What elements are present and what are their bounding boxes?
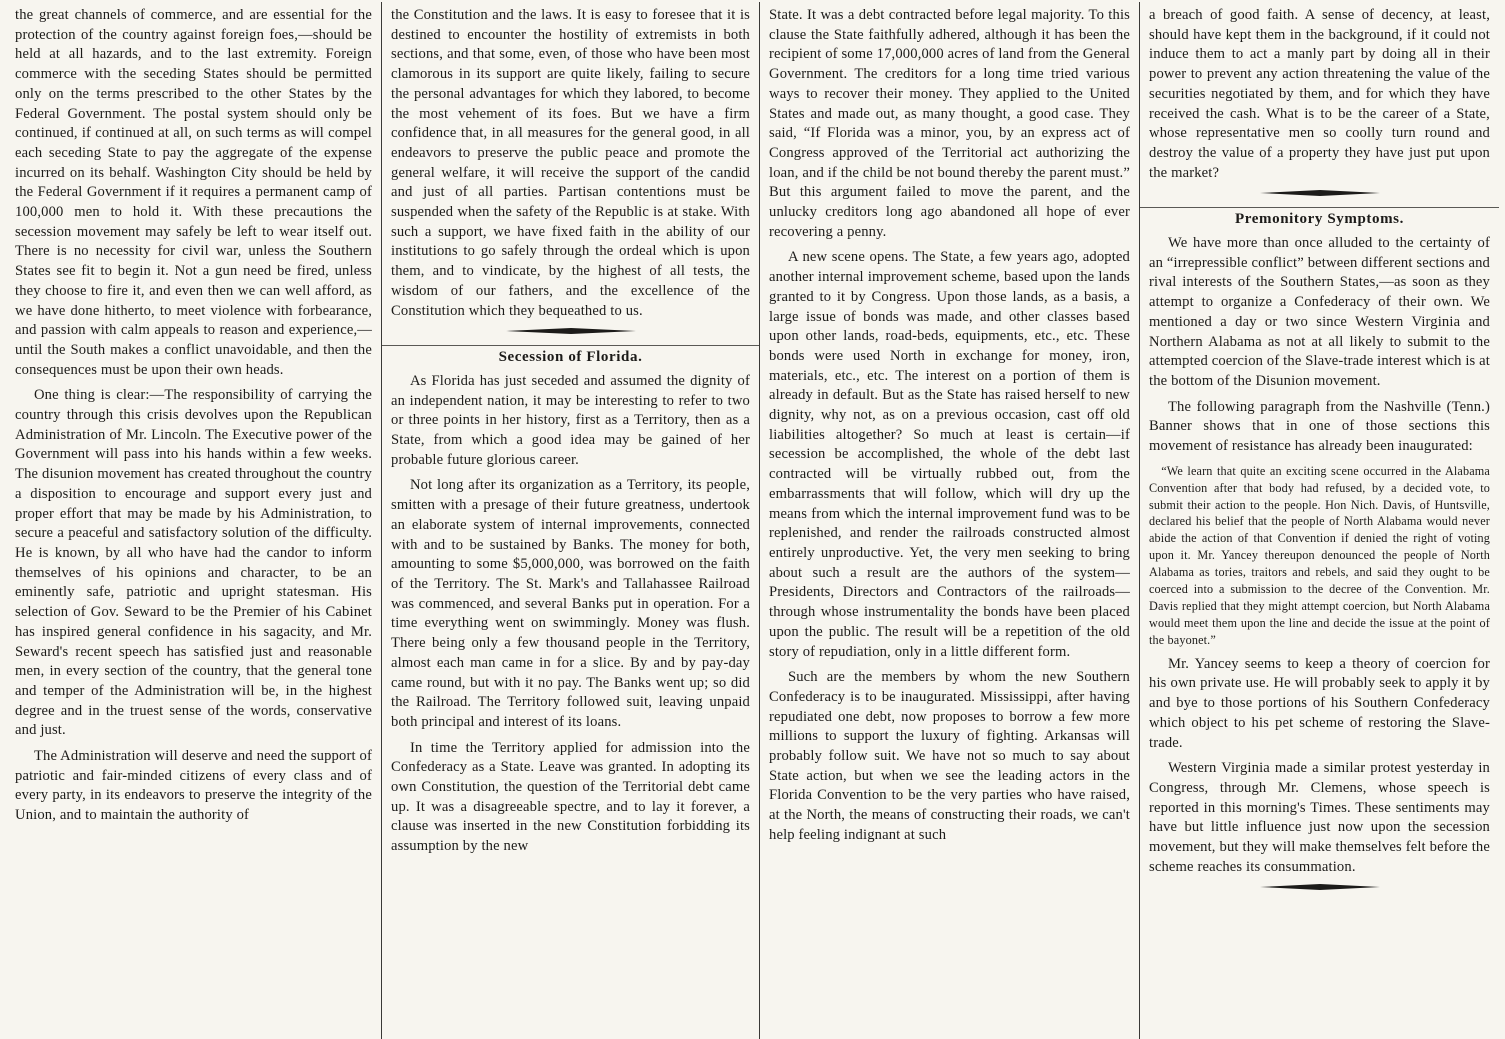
paragraph: Such are the members by whom the new Southern Confederacy is to be inaugurated. Mississippi, after having repudiated one debt, now proposes to borrow a few more millions to support the luxury of fighting. Arkansas will probably follow suit. We have not so much to say about State action, but when we see the leading actors in the Florida Convention to be the very parties who have raised, at the North, the means of constructing their roads, we can't help feeling indignant at such <box>769 669 1130 843</box>
paragraph: the Constitution and the laws. It is easy to foresee that it is destined to encounter the hostility of extremists in both sections, and that some, even, of those who have been most clamorous in its support are quite likely, failing to secure the personal advantages for which they labored, to become the most vehement of its foes. But we have a firm confidence that, in all measures for the general good, in all endeavors to preserve the public peace and promote the general welfare, it will receive the support of the candid and just of all parties. Partisan contentions must be suspended when the safety of the Republic is at stake. With such a support, we have fixed faith in the ability of our institutions to go safely through the ordeal which is upon them, and to vindicate, by the highest of all tests, the wisdom of our fathers, and the excellence of the Constitution which they bequeathed to us. <box>391 7 750 319</box>
column-2 <box>381 2 759 1039</box>
paragraph: the great channels of commerce, and are essential for the protection of the country against foreign foes,—should be held at all hazards, and to the last extremity. Foreign commerce with the seceding States should be permitted only on the terms prescribed to the other States by the Federal Government. The postal system should only be continued, if continued at all, on such terms as will compel each seceding State to pay the aggregate of the expense incurred on its behalf. Washington City should be held by the Federal Government if it requires a permanent camp of 100,000 men to hold it. With these precautions the secession movement may safely be left to wear itself out. There is no necessity for civil war, unless the Southern States see fit to begin it. Not a gun need be fired, unless they choose to fire it, and even then we can well afford, as we have done hitherto, to meet violence with forbearance, and passion with calm appeals to reason and experience,—until the South makes a conflict unavoidable, and then the consequences must be upon their own heads. <box>15 7 372 378</box>
section-separator <box>1149 189 1490 197</box>
paragraph: We have more than once alluded to the certainty of an “irrepressible conflict” between different sections and rival interests of the Southern States,—as soon as they attempt to organize a Confederacy of their own. We mentioned a day or two since Western Virginia and Northern Alabama as not at all likely to submit to the attempted coercion of the Slave-trade interest which is at the bottom of the Disunion movement. <box>1149 235 1490 389</box>
paragraph: The Administration will deserve and need the support of patriotic and fair-minded citizens of every class and of every party, in its endeavors to preserve the integrity of the Union, and to maintain the authority of <box>15 748 372 824</box>
paragraph: As Florida has just seceded and assumed the dignity of an independent nation, it may be interesting to refer to two or three points in her history, first as a Territory, then as a State, from which a good idea may be gained of her probable future glorious career. <box>391 372 750 468</box>
clipping-divider <box>1140 207 1499 208</box>
paragraph: a breach of good faith. A sense of decency, at least, should have kept them in the background, if it could not induce them to act a manly part by doing all in their power to prevent any action threatening the value of the securities negotiated by them, and for which they have received the cash. What is to be the career of a State, whose representative men so coolly turn round and destroy the value of a property they have just put upon the market? <box>1149 7 1490 181</box>
paragraph: Western Virginia made a similar protest yesterday in Congress, through Mr. Clemens, whose speech is reported in this morning's Times. These sentiments may have but little influence just now upon the secession movement, but they will make themselves felt before the scheme reaches its consummation. <box>1149 760 1490 875</box>
section-separator <box>1149 883 1490 891</box>
paragraph: In time the Territory applied for admission into the Confederacy as a State. Leave was granted. In adopting its own Constitution, the question of the Territorial debt came up. It was a disagreeable spectre, and to lay it forever, a clause was inserted in the new Constitution forbidding its assumption by the new <box>391 739 750 855</box>
paragraph: State. It was a debt contracted before legal majority. To this clause the State faithfully adhered, although it has been the recipient of some 17,000,000 acres of land from the General Government. The creditors for a long time tried various ways to recover their money. They applied to the United States and made out, as many thought, a good case. They said, “If Florida was a minor, you, by an express act of Congress approved of the Territorial act authorizing the loan, and if the child be not bound thereby the parent must.” But this argument failed to move the parent, and the unlucky creditors long ago abandoned all hope of ever recovering a penny. <box>769 7 1131 240</box>
section-separator <box>391 327 750 335</box>
paragraph: One thing is clear:—The responsibility of carrying the country through this crisis devolves upon the Republican Administration of Mr. Lincoln. The Executive power of the Government will pass into his hands within a few weeks. The disunion movement has created throughout the country a disposition to encourage and support every just and proper effort that may be made by his Administration, to secure a peaceful and satisfactory solution of the difficulty. He is known, by all who have had the candor to inform themselves of his opinions and character, to be an eminently safe, patriotic and upright statesman. His selection of Gov. Seward to be the Premier of his Cabinet has inspired general confidence in his sagacity, and Mr. Seward's recent speech has satisfied just and reasonable men, in every section of the country, that the general tone and temper of the Administration will be, in the highest degree and in the truest sense of the words, conservative and just. <box>15 387 372 739</box>
paragraph: The following paragraph from the Nashville (Tenn.) Banner shows that in one of those sections this movement of resistance has already been inaugurated: <box>1149 398 1490 455</box>
paragraph: Mr. Yancey seems to keep a theory of coercion for his own private use. He will probably seek to apply it by and bye to those portions of his Southern Confederacy which object to his pet scheme of restoring the Slave-trade. <box>1149 655 1490 751</box>
column-4 <box>1139 2 1499 1039</box>
column-3 <box>759 2 1139 1039</box>
quoted-paragraph: “We learn that quite an exciting scene occurred in the Alabama Convention after that body had refused, by a decided vote, to submit their action to the people. Hon Nich. Davis, of Huntsville, declared his belief that the people of North Alabama would never abide the action of that Convention if denied the right of voting upon it. Mr. Yancey thereupon denounced the people of North Alabama as tories, traitors and rebels, and said they ought to be coerced into a submission to the decree of the Convention. Mr. Davis replied that they might attempt coercion, but North Alabama would meet them upon the line and decide the issue at the point of the bayonet.” <box>1149 463 1490 647</box>
paragraph: A new scene opens. The State, a few years ago, adopted another internal improvement scheme, based upon the lands granted to it by Congress. Upon those lands, as a basis, a large issue of bonds was made, and other classes based upon other lands, road-beds, equipments, etc., etc. These bonds were used North in exchange for money, iron, materials, etc., etc. The interest on a portion of them is already in default. But as the State has raised herself to new dignity, why not, as on a previous occasion, cast off old liabilities altogether? So much at least is certain—if secession be accomplished, the whole of the debt last contracted will be virtually rubbed out, from the embarrassments that will follow, which will dry up the means from which the internal improvement fund was to be replenished, and render the railroads constructed almost entirely unproductive. Yet, the very men seeking to bring about such a result are the authors of the system—Presidents, Directors and Contractors of the railroads—through whose instrumentality the bonds have been placed upon the public. The result will be a repetition of the old story of repudiation, only in a little different form. <box>769 249 1130 660</box>
article-title: Secession of Florida. <box>498 349 643 366</box>
paragraph: Not long after its organization as a Territory, its people, smitten with a presage of their future greatness, undertook an elaborate system of internal improvements, connected with and to be sustained by Banks. The money for both, amounting to some $5,000,000, was borrowed on the faith of the Territory. The St. Mark's and Tallahassee Railroad was commenced, and several Banks put in operation. For a time everything went on swimmingly. Money was flush. There being only a few thousand people in the Territory, almost each man came in for a slice. By and by pay-day came round, but with it no pay. The Banks went up; so did the Railroad. The Territory followed suit, leaving unpaid both principal and interest of its loans. <box>391 477 750 730</box>
column-1 <box>6 2 381 1039</box>
clipping-divider <box>382 345 759 346</box>
article-title: Premonitory Symptoms. <box>1235 211 1404 228</box>
